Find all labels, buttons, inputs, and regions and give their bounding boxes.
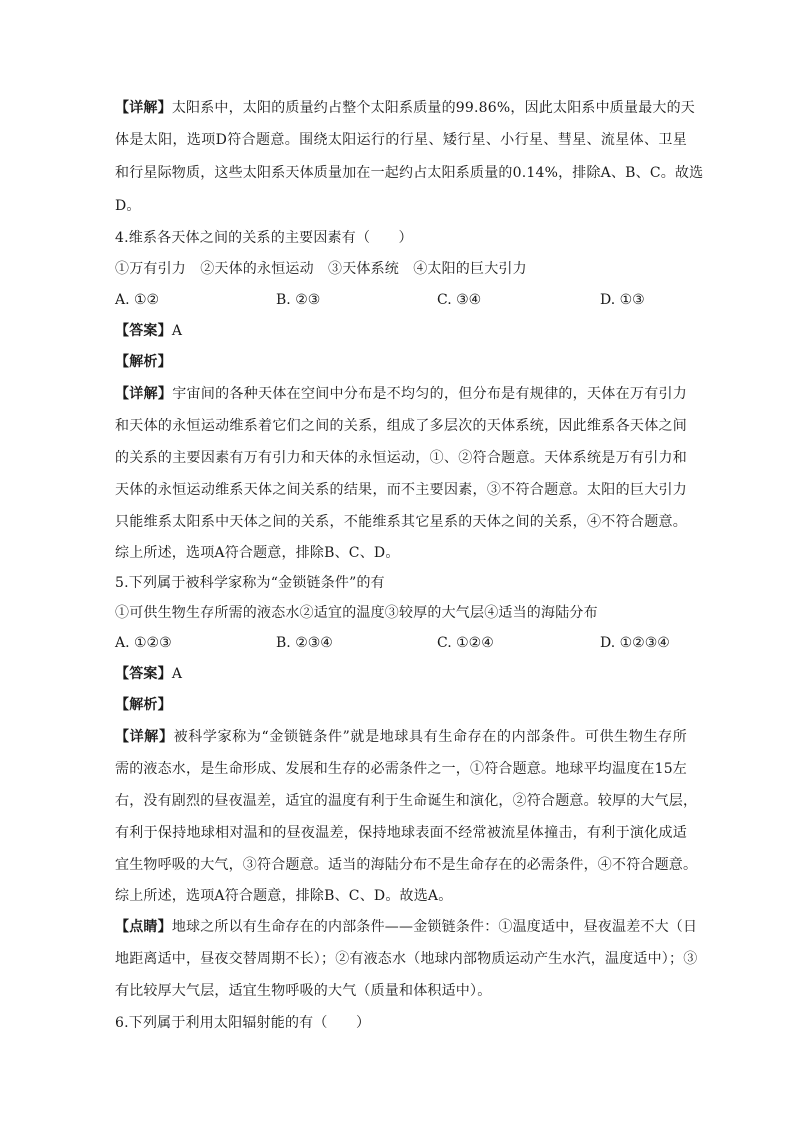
- text-line: 右，没有剧烈的昼夜温差，适宜的温度有利于生命诞生和演化，②符合题意。较厚的大气层，: [115, 793, 698, 809]
- option-a: A. ①②: [115, 292, 160, 308]
- text-line: 有利于保持地球相对温和的昼夜温差，保持地球表面不经常被流星体撞击，有利于演化成适: [115, 825, 687, 841]
- text-line: 和行星际物质，这些太阳系天体质量加在一起约占太阳系质量的0.14%，排除A、B、C。故选: [115, 165, 704, 181]
- section-label: 【答案】: [115, 323, 172, 339]
- question-4-title: 4.维系各天体之间的关系的主要因素有（ ）: [115, 230, 413, 246]
- key-point-line: 地距离适中，昼夜交替周期不长）；②有液态水（地球内部物质运动产生水汽，温度适中）；③: [115, 951, 698, 967]
- text-line: 【详解】太阳系中，太阳的质量约占整个太阳系质量的99.86%，因此太阳系中质量最大的天: [115, 100, 695, 116]
- text-line: D。: [115, 198, 141, 214]
- text-line: 【详解】宇宙间的各种天体在空间中分布是不均匀的，但分布是有规律的，天体在万有引力: [115, 386, 687, 402]
- question-5-title: 5.下列属于被科学家称为“金锁链条件”的有: [115, 575, 385, 591]
- text-line: 需的液态水，是生命形成、发展和生存的必需条件之一，①符合题意。地球平均温度在15左: [115, 761, 688, 777]
- option-c: C. ①②④: [437, 635, 494, 651]
- section-label: 【答案】: [115, 666, 172, 682]
- text-line: 【详解】被科学家称为“金锁链条件”就是地球具有生命存在的内部条件。可供生物生存所: [115, 729, 687, 745]
- section-label: 【点睛】: [115, 919, 172, 935]
- option-b: B. ②③: [276, 292, 321, 308]
- section-label: 【解析】: [115, 354, 172, 370]
- text-line: 综上所述，选项A符合题意，排除B、C、D。故选A。: [115, 888, 453, 904]
- answer-label: 【答案】A: [115, 323, 183, 339]
- text-line: 综上所述，选项A符合题意，排除B、C、D。: [115, 545, 400, 561]
- analysis-label: [115, 352, 172, 372]
- key-point-line: 【点睛】地球之所以有生命存在的内部条件——金锁链条件：①温度适中，昼夜温差不大（日: [115, 919, 698, 935]
- text-line: 的关系的主要因素有万有引力和天体的永恒运动，①、②符合题意。天体系统是万有引力和: [115, 450, 687, 466]
- option-b: B. ②③④: [276, 635, 333, 651]
- section-label: 【详解】: [115, 386, 173, 402]
- option-a: A. ①②③: [115, 635, 172, 651]
- text-line: 体是太阳，选项D符合题意。围绕太阳运行的行星、矮行星、小行星、彗星、流星体、卫星: [115, 132, 687, 148]
- option-d: D. ①②③④: [600, 635, 670, 651]
- question-4-statements: ①万有引力 ②天体的永恒运动 ③天体系统 ④太阳的巨大引力: [115, 261, 527, 277]
- section-label: 【详解】: [115, 100, 172, 116]
- question-6-title: 6.下列属于利用太阳辐射能的有（ ）: [115, 1015, 371, 1031]
- key-point-line: 有比较厚大气层，适宜生物呼吸的大气（质量和体积适中）。: [115, 983, 492, 999]
- text-line: 和天体的永恒运动维系着它们之间的关系，组成了多层次的天体系统，因此维系各天体之间: [115, 418, 687, 434]
- section-label: 【解析】: [115, 697, 172, 713]
- analysis-label: [115, 695, 172, 715]
- option-c: C. ③④: [437, 292, 482, 308]
- section-label: 【详解】: [115, 729, 174, 745]
- text-line: 天体的永恒运动维系天体之间关系的结果，而不主要因素，③不符合题意。太阳的巨大引力: [115, 482, 687, 498]
- question-5-statements: ①可供生物生存所需的液态水②适宜的温度③较厚的大气层④适当的海陆分布: [115, 605, 598, 621]
- text-line: 只能维系太阳系中天体之间的关系，不能维系其它星系的天体之间的关系，④不符合题意。: [115, 514, 687, 530]
- option-d: D. ①③: [600, 292, 645, 308]
- answer-label: 【答案】A: [115, 666, 183, 682]
- text-line: 宜生物呼吸的大气，③符合题意。适当的海陆分布不是生命存在的必需条件，④不符合题意。: [115, 857, 698, 873]
